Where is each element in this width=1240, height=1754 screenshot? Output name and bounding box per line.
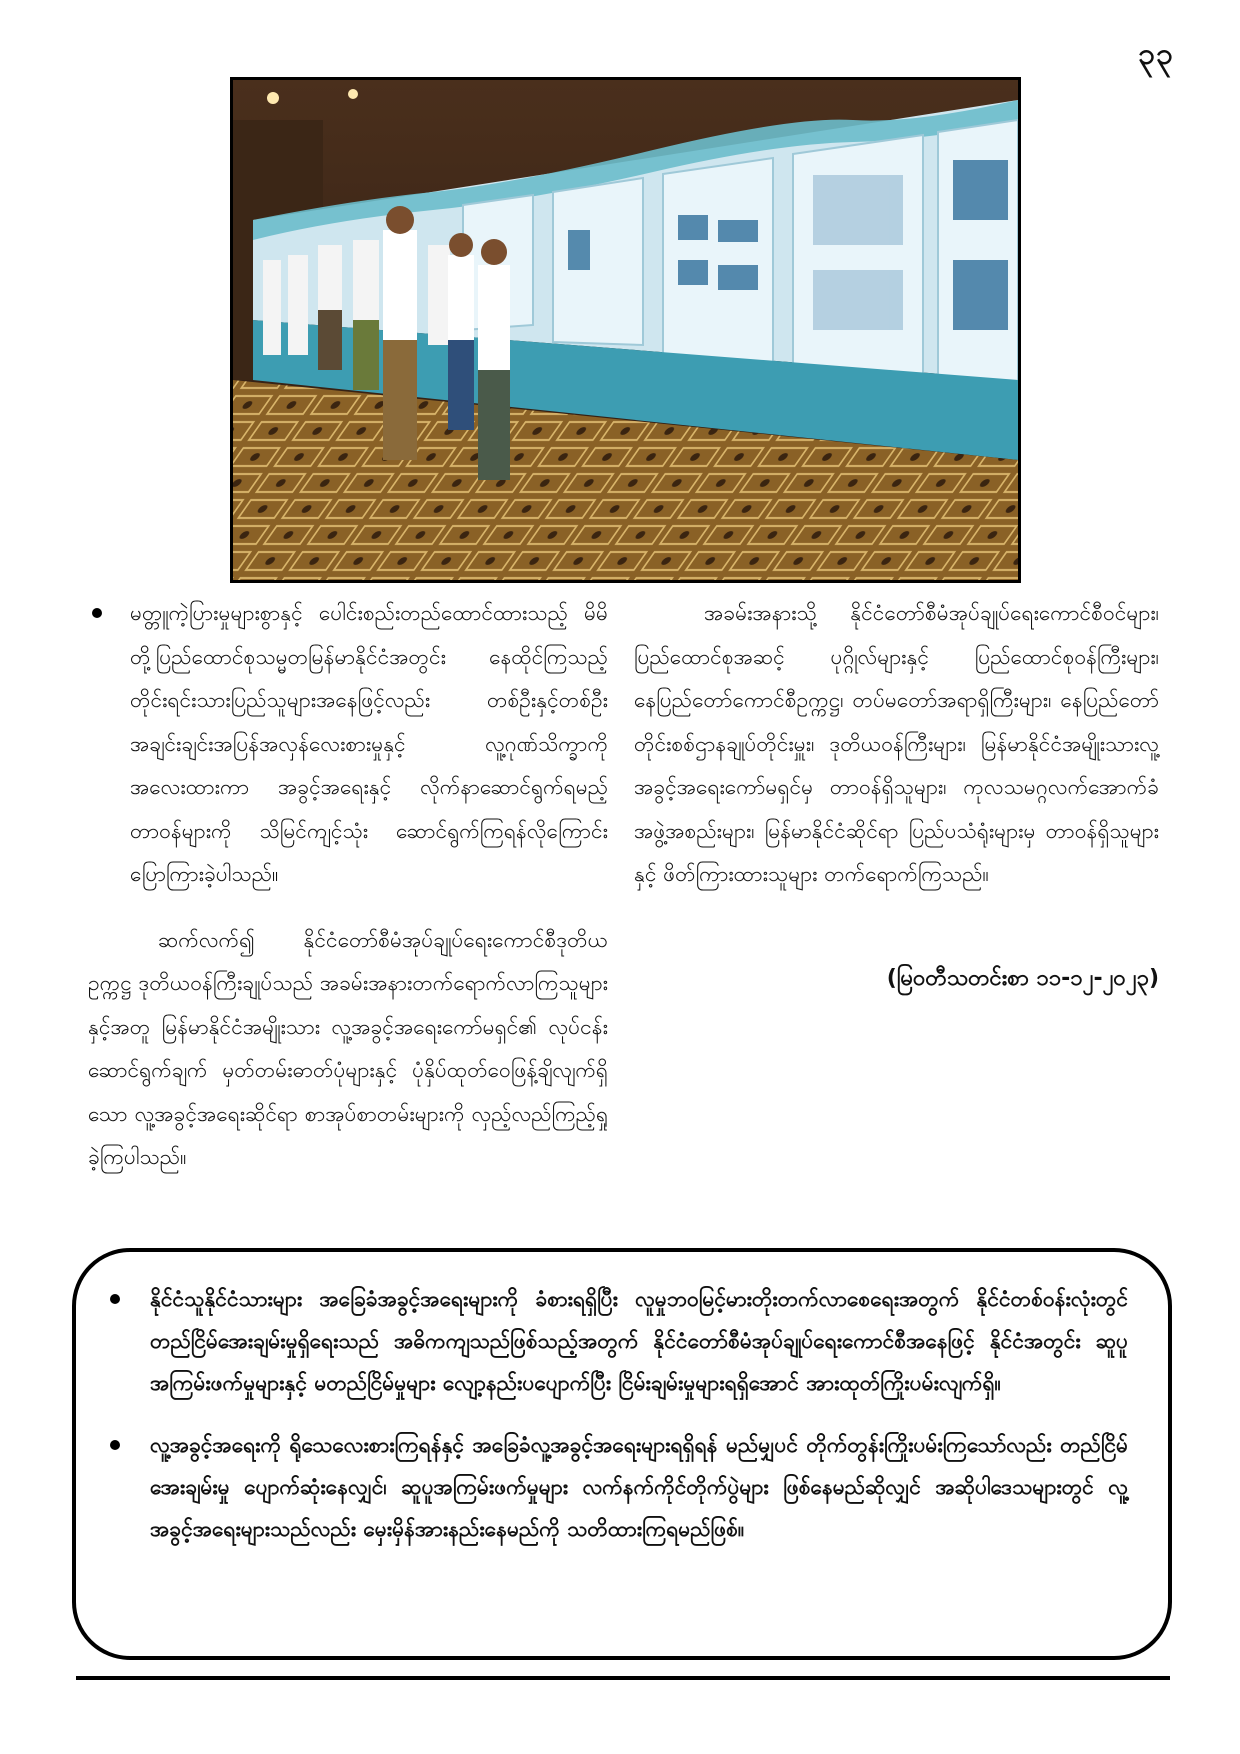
callout-item — [104, 1278, 1128, 1404]
body-paragraph: ဆက်လက်၍ နိုင်ငံတော်စီမံအုပ်ချုပ်ရေးကောင်စီဒုတိယဥက္ကဋ္ဌ ဒုတိယဝန်ကြီးချုပ်သည် အခမ်းအနားတက်ရောက်လာကြသူများနှင့်အတူ မြန်မာနိုင်ငံအမျိုးသား လူ့အခွင့်အရေးကော်မရှင်၏ လုပ်ငန်းဆောင်ရွက်ချက် မှတ်တမ်းဓာတ်ပုံများနှင့် ပုံနှိပ်ထုတ်ဝေဖြန့်ချိလျက်ရှိသော လူ့အခွင့်အရေးဆိုင်ရာ စာအုပ်စာတမ်းများကို လှည့်လည်ကြည့်ရှုခဲ့ကြပါသည်။ — [88, 927, 608, 1169]
right-column — [634, 592, 1159, 1000]
callout-box — [72, 1248, 1172, 1660]
bullet-icon — [92, 608, 102, 618]
callout-item — [104, 1424, 1128, 1550]
callout-text: နိုင်ငံသူနိုင်ငံသားများ အခြေခံအခွင့်အရေးများကို ခံစားရရှိပြီး လူမှုဘဝမြင့်မားတိုးတက်လာစေရေးအတွက် နိုင်ငံတစ်ဝန်းလုံးတွင် တည်ငြိမ်အေးချမ်းမှုရှိရေးသည် အဓိကကျသည်ဖြစ်သည့်အတွက် နိုင်ငံတော်စီမံအုပ်ချုပ်ရေးကောင်စီအနေဖြင့် နိုင်ငံအတွင်း ဆူပူအကြမ်းဖက်မှုများနှင့် မတည်ငြိမ်မှုများ လျော့နည်းပပျောက်ပြီး ငြိမ်းချမ်းမှုများရရှိအောင် အားထုတ်ကြိုးပမ်းလျက်ရှိ။ — [150, 1287, 1128, 1395]
bullet-icon — [110, 1440, 120, 1450]
photo-illustration — [233, 80, 1018, 580]
bullet-icon — [110, 1294, 120, 1304]
callout-text: လူ့အခွင့်အရေးကို ရိုသေလေးစားကြရန်နှင့် အခြေခံလူ့အခွင့်အရေးများရရှိရန် မည်မျှပင် တိုက်တွန်းကြိုးပမ်းကြသော်လည်း တည်ငြိမ်အေးချမ်းမှု ပျောက်ဆုံးနေလျှင်၊ ဆူပူအကြမ်းဖက်မှုများ လက်နက်ကိုင်တိုက်ပွဲများ ဖြစ်နေမည်ဆိုလျှင် အဆိုပါဒေသများတွင် လူ့အခွင့်အရေးများသည်လည်း မှေးမှိန်အားနည်းနေမည်ကို သတိထားကြရမည်ဖြစ်။ — [150, 1433, 1128, 1541]
exhibition-photo — [230, 77, 1021, 583]
source-citation: (မြဝတီသတင်းစာ ၁၁-၁၂-၂၀၂၃) — [886, 965, 1159, 991]
left-column — [88, 592, 608, 1180]
page-number: ၃၃ — [1138, 37, 1174, 72]
bullet-text: မတ္တူကဲ့ပြားမှုများစွာနှင့် ပေါင်းစည်းတည်ထောင်ထားသည့် မိမိတို့ပြည်ထောင်စုသမ္မတမြန်မာနိုင်ငံအတွင်း နေထိုင်ကြသည့် တိုင်းရင်းသားပြည်သူများအနေဖြင့်လည်း တစ်ဦးနှင့်တစ်ဦး အချင်းချင်းအပြန်အလှန်လေးစားမှုနှင့် လူ့ဂုဏ်သိက္ခာကို အလေးထားကာ အခွင့်အရေးနှင့် လိုက်နာဆောင်ရွက်ရမည့်တာဝန်များကို သိမြင်ကျင့်သုံး ဆောင်ရွက်ကြရန်လိုကြောင်း ပြောကြားခဲ့ပါသည်။ — [130, 601, 608, 886]
bottom-divider — [76, 1676, 1170, 1680]
body-paragraph: အခမ်းအနားသို့ နိုင်ငံတော်စီမံအုပ်ချုပ်ရေးကောင်စီဝင်များ၊ ပြည်ထောင်စုအဆင့် ပုဂ္ဂိုလ်များနှင့် ပြည်ထောင်စုဝန်ကြီးများ၊ နေပြည်တော်ကောင်စီဥက္ကဋ္ဌ၊ တပ်မတော်အရာရှိကြီးများ၊ နေပြည်တော်တိုင်းစစ်ဌာနချုပ်တိုင်းမှူး၊ ဒုတိယဝန်ကြီးများ၊ မြန်မာနိုင်ငံအမျိုးသားလူ့အခွင့်အရေးကော်မရှင်မှ တာဝန်ရှိသူများ၊ ကုလသမဂ္ဂလက်အောက်ခံ အဖွဲ့အစည်းများ၊ မြန်မာနိုင်ငံဆိုင်ရာ ပြည်ပသံရုံးများမှ တာဝန်ရှိသူများနှင့် ဖိတ်ကြားထားသူများ တက်ရောက်ကြသည်။ — [634, 601, 1159, 886]
bullet-paragraph — [88, 592, 608, 897]
